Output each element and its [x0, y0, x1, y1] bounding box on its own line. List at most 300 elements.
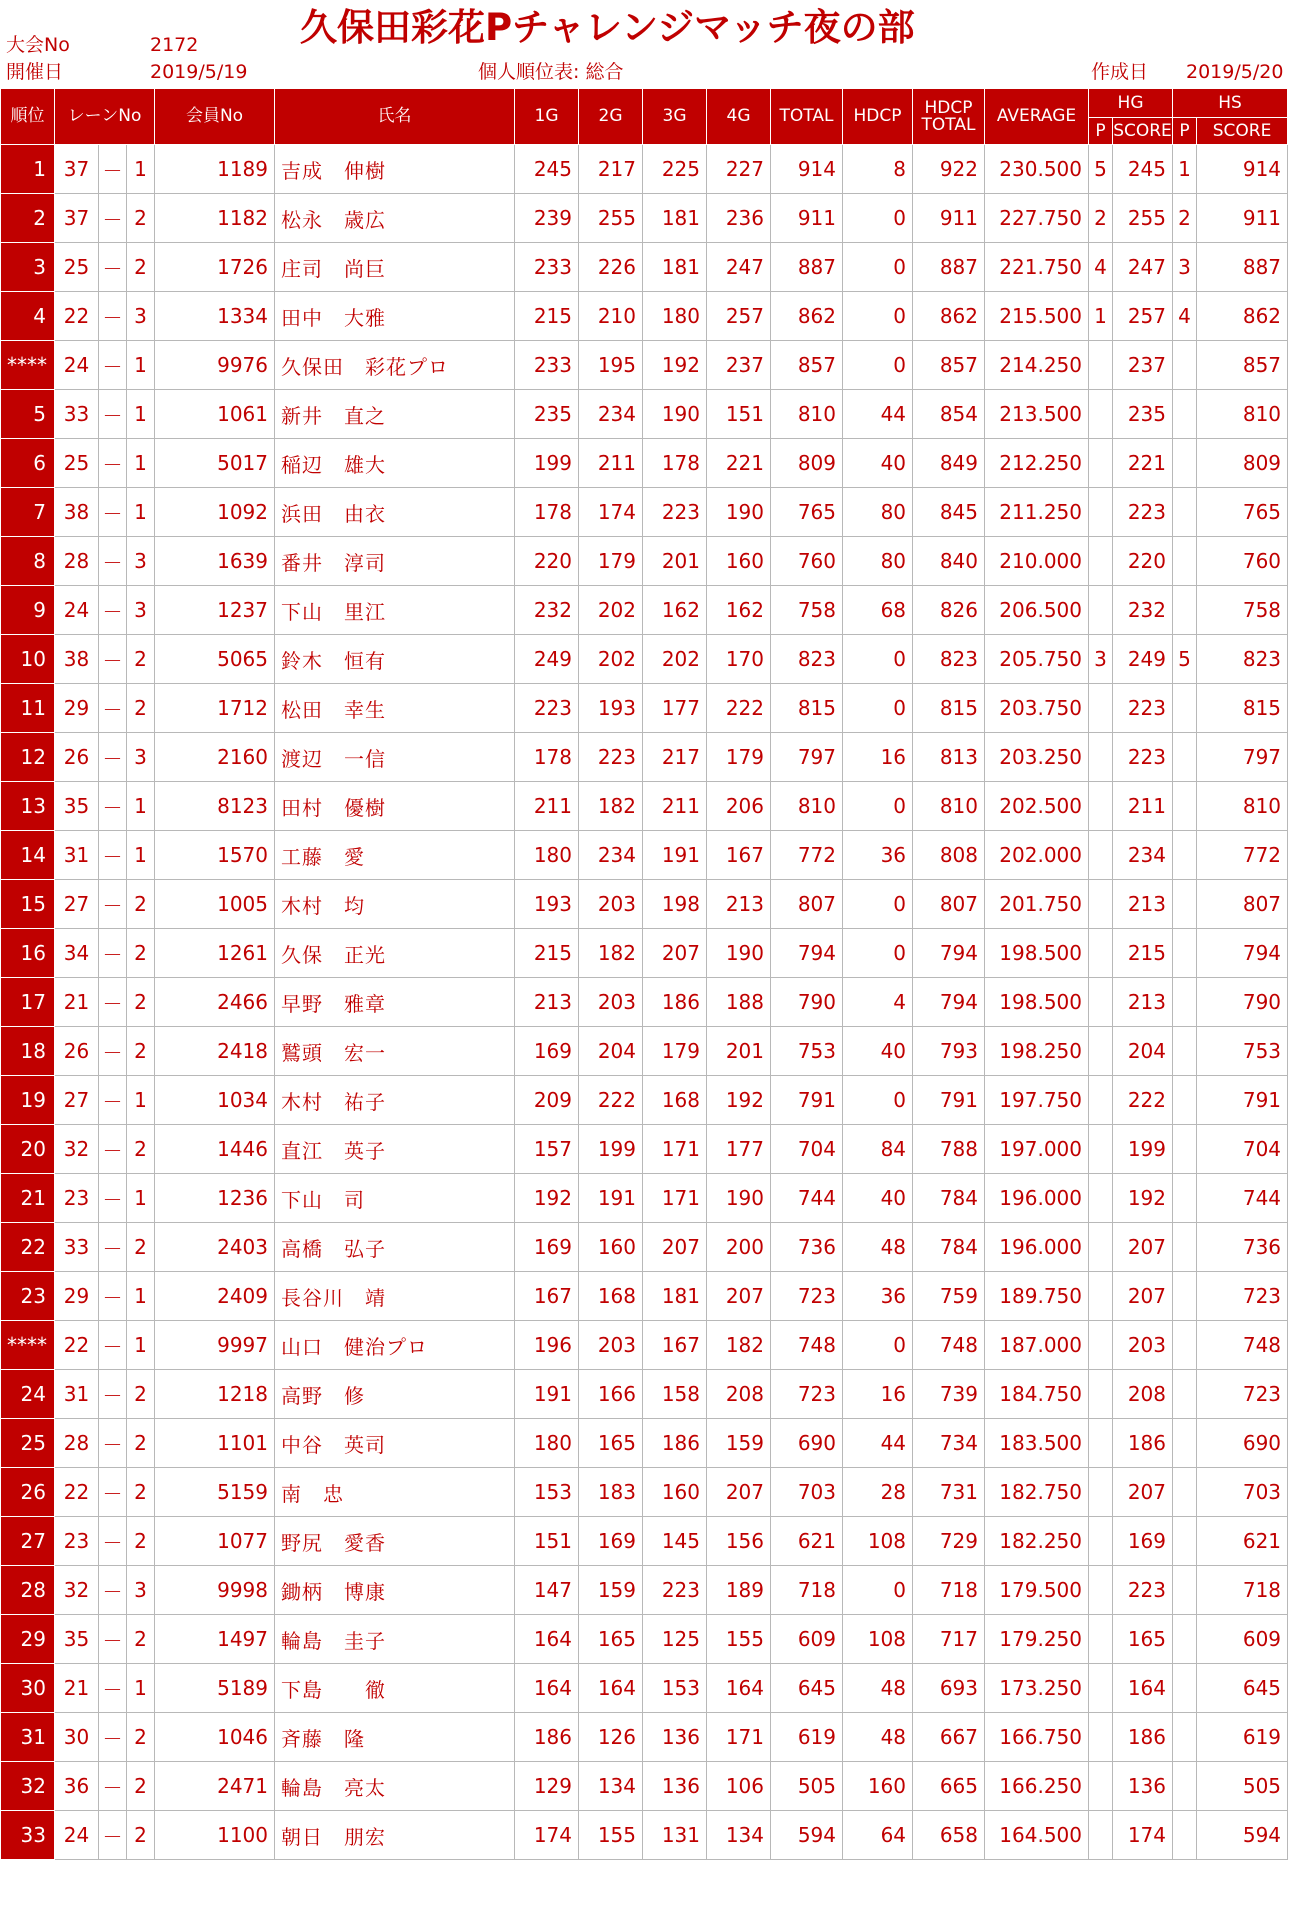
hg-score-cell: 232 [1113, 586, 1173, 635]
table-row [1, 1517, 1288, 1566]
game-4-cell: 222 [707, 684, 771, 733]
hdcp-total-cell: 813 [913, 733, 985, 782]
name-cell: 新井 直之 [275, 390, 515, 439]
total-cell: 765 [771, 488, 843, 537]
created-date-label: 作成日 [1091, 61, 1149, 83]
game-3-cell: 158 [643, 1370, 707, 1419]
lane-cell: 22 [55, 1468, 99, 1517]
game-2-cell: 126 [579, 1713, 643, 1762]
member-no-cell: 2160 [155, 733, 275, 782]
hdcp-total-cell: 665 [913, 1762, 985, 1811]
total-cell: 823 [771, 635, 843, 684]
hdcp-cell: 48 [843, 1664, 913, 1713]
hg-score-cell: 245 [1113, 145, 1173, 194]
hdcp-total-cell: 807 [913, 880, 985, 929]
lane-separator: － [99, 292, 127, 341]
total-cell: 690 [771, 1419, 843, 1468]
lane-separator: － [99, 831, 127, 880]
hg-score-cell: 207 [1113, 1468, 1173, 1517]
total-cell: 914 [771, 145, 843, 194]
lane-sub-cell: 1 [127, 1174, 155, 1223]
rank-cell: 31 [1, 1713, 55, 1762]
average-cell: 179.250 [985, 1615, 1089, 1664]
hg-place-cell: 4 [1089, 243, 1113, 292]
lane-separator: － [99, 978, 127, 1027]
hs-score-cell: 760 [1197, 537, 1288, 586]
hdcp-total-cell: 748 [913, 1321, 985, 1370]
hdcp-total-cell: 658 [913, 1811, 985, 1860]
rank-cell: 3 [1, 243, 55, 292]
lane-sub-cell: 2 [127, 978, 155, 1027]
name-cell: 下山 里江 [275, 586, 515, 635]
lane-cell: 36 [55, 1762, 99, 1811]
hdcp-total-cell: 854 [913, 390, 985, 439]
table-row [1, 1713, 1288, 1762]
lane-sub-cell: 2 [127, 929, 155, 978]
hdcp-cell: 0 [843, 684, 913, 733]
game-4-cell: 188 [707, 978, 771, 1027]
hs-place-cell [1173, 1664, 1197, 1713]
game-3-cell: 162 [643, 586, 707, 635]
lane-separator: － [99, 341, 127, 390]
hg-score-cell: 207 [1113, 1272, 1173, 1321]
total-cell: 911 [771, 194, 843, 243]
hs-score-cell: 594 [1197, 1811, 1288, 1860]
lane-sub-cell: 2 [127, 684, 155, 733]
hg-score-cell: 223 [1113, 733, 1173, 782]
total-cell: 857 [771, 341, 843, 390]
average-cell: 205.750 [985, 635, 1089, 684]
hdcp-cell: 160 [843, 1762, 913, 1811]
total-cell: 704 [771, 1125, 843, 1174]
lane-sub-cell: 2 [127, 1517, 155, 1566]
hdcp-total-cell: 845 [913, 488, 985, 537]
game-2-cell: 165 [579, 1615, 643, 1664]
hg-score-cell: 169 [1113, 1517, 1173, 1566]
total-cell: 748 [771, 1321, 843, 1370]
hdcp-cell: 80 [843, 488, 913, 537]
member-no-cell: 9997 [155, 1321, 275, 1370]
hg-score-cell: 213 [1113, 880, 1173, 929]
hs-place-cell [1173, 1027, 1197, 1076]
hs-score-cell: 723 [1197, 1370, 1288, 1419]
game-4-cell: 134 [707, 1811, 771, 1860]
hg-place-cell [1089, 1615, 1113, 1664]
hg-place-cell [1089, 684, 1113, 733]
hdcp-cell: 36 [843, 1272, 913, 1321]
member-no-cell: 1092 [155, 488, 275, 537]
lane-separator: － [99, 1762, 127, 1811]
total-cell: 753 [771, 1027, 843, 1076]
lane-cell: 34 [55, 929, 99, 978]
col-total: TOTAL [771, 89, 843, 145]
game-1-cell: 193 [515, 880, 579, 929]
hs-score-cell: 505 [1197, 1762, 1288, 1811]
lane-separator: － [99, 1272, 127, 1321]
game-3-cell: 186 [643, 978, 707, 1027]
game-4-cell: 177 [707, 1125, 771, 1174]
lane-separator: － [99, 1468, 127, 1517]
lane-separator: － [99, 635, 127, 684]
game-4-cell: 247 [707, 243, 771, 292]
lane-cell: 25 [55, 243, 99, 292]
average-cell: 196.000 [985, 1174, 1089, 1223]
member-no-cell: 1218 [155, 1370, 275, 1419]
hdcp-total-cell: 693 [913, 1664, 985, 1713]
game-4-cell: 237 [707, 341, 771, 390]
game-1-cell: 249 [515, 635, 579, 684]
lane-separator: － [99, 684, 127, 733]
game-2-cell: 182 [579, 782, 643, 831]
hg-score-cell: 199 [1113, 1125, 1173, 1174]
rank-cell: **** [1, 1321, 55, 1370]
total-cell: 723 [771, 1370, 843, 1419]
rank-cell: 28 [1, 1566, 55, 1615]
hs-score-cell: 797 [1197, 733, 1288, 782]
hdcp-total-cell: 718 [913, 1566, 985, 1615]
table-row [1, 978, 1288, 1027]
lane-sub-cell: 2 [127, 1468, 155, 1517]
lane-separator: － [99, 1811, 127, 1860]
total-cell: 772 [771, 831, 843, 880]
hs-score-cell: 911 [1197, 194, 1288, 243]
hdcp-total-cell: 922 [913, 145, 985, 194]
hs-place-cell [1173, 1321, 1197, 1370]
total-cell: 797 [771, 733, 843, 782]
col-member-no: 会員No [155, 89, 275, 145]
lane-cell: 22 [55, 1321, 99, 1370]
game-1-cell: 245 [515, 145, 579, 194]
lane-cell: 26 [55, 1027, 99, 1076]
lane-cell: 24 [55, 586, 99, 635]
game-1-cell: 174 [515, 1811, 579, 1860]
member-no-cell: 8123 [155, 782, 275, 831]
col-hg-score: SCORE [1113, 118, 1173, 145]
rank-cell: 14 [1, 831, 55, 880]
game-2-cell: 169 [579, 1517, 643, 1566]
average-cell: 197.000 [985, 1125, 1089, 1174]
game-2-cell: 193 [579, 684, 643, 733]
lane-cell: 35 [55, 782, 99, 831]
hs-score-cell: 772 [1197, 831, 1288, 880]
name-cell: 下山 司 [275, 1174, 515, 1223]
game-2-cell: 179 [579, 537, 643, 586]
game-1-cell: 147 [515, 1566, 579, 1615]
name-cell: 松田 幸生 [275, 684, 515, 733]
lane-separator: － [99, 1027, 127, 1076]
hdcp-total-cell: 849 [913, 439, 985, 488]
hs-score-cell: 609 [1197, 1615, 1288, 1664]
member-no-cell: 1077 [155, 1517, 275, 1566]
lane-sub-cell: 3 [127, 292, 155, 341]
hdcp-total-cell: 717 [913, 1615, 985, 1664]
lane-cell: 38 [55, 635, 99, 684]
lane-separator: － [99, 1517, 127, 1566]
hdcp-total-cell: 731 [913, 1468, 985, 1517]
total-cell: 862 [771, 292, 843, 341]
name-cell: 輪島 亮太 [275, 1762, 515, 1811]
lane-cell: 33 [55, 390, 99, 439]
member-no-cell: 1712 [155, 684, 275, 733]
name-cell: 渡辺 一信 [275, 733, 515, 782]
game-2-cell: 183 [579, 1468, 643, 1517]
game-1-cell: 129 [515, 1762, 579, 1811]
hs-place-cell [1173, 537, 1197, 586]
game-1-cell: 215 [515, 929, 579, 978]
hdcp-cell: 28 [843, 1468, 913, 1517]
hg-place-cell [1089, 586, 1113, 635]
hs-place-cell: 1 [1173, 145, 1197, 194]
name-cell: 田中 大雅 [275, 292, 515, 341]
hs-place-cell [1173, 1468, 1197, 1517]
game-4-cell: 167 [707, 831, 771, 880]
col-game-3: 3G [643, 89, 707, 145]
average-cell: 202.500 [985, 782, 1089, 831]
lane-sub-cell: 3 [127, 733, 155, 782]
game-3-cell: 167 [643, 1321, 707, 1370]
lane-sub-cell: 2 [127, 194, 155, 243]
game-1-cell: 233 [515, 243, 579, 292]
rank-cell: 4 [1, 292, 55, 341]
hs-place-cell [1173, 831, 1197, 880]
game-3-cell: 192 [643, 341, 707, 390]
hg-place-cell [1089, 1811, 1113, 1860]
hdcp-cell: 16 [843, 1370, 913, 1419]
average-cell: 182.750 [985, 1468, 1089, 1517]
table-row [1, 1664, 1288, 1713]
name-cell: 木村 祐子 [275, 1076, 515, 1125]
hs-score-cell: 887 [1197, 243, 1288, 292]
member-no-cell: 1046 [155, 1713, 275, 1762]
hs-place-cell [1173, 1076, 1197, 1125]
table-row [1, 880, 1288, 929]
hdcp-cell: 0 [843, 1076, 913, 1125]
hg-score-cell: 204 [1113, 1027, 1173, 1076]
member-no-cell: 2466 [155, 978, 275, 1027]
lane-sub-cell: 2 [127, 635, 155, 684]
hdcp-cell: 48 [843, 1223, 913, 1272]
hdcp-total-cell: 862 [913, 292, 985, 341]
average-cell: 164.500 [985, 1811, 1089, 1860]
lane-cell: 31 [55, 831, 99, 880]
rank-cell: 27 [1, 1517, 55, 1566]
hs-place-cell [1173, 1811, 1197, 1860]
lane-cell: 21 [55, 1664, 99, 1713]
average-cell: 166.250 [985, 1762, 1089, 1811]
hs-score-cell: 815 [1197, 684, 1288, 733]
member-no-cell: 1034 [155, 1076, 275, 1125]
game-3-cell: 168 [643, 1076, 707, 1125]
hg-place-cell [1089, 831, 1113, 880]
name-cell: 鈴木 恒有 [275, 635, 515, 684]
game-4-cell: 192 [707, 1076, 771, 1125]
total-cell: 609 [771, 1615, 843, 1664]
lane-sub-cell: 2 [127, 1027, 155, 1076]
table-row [1, 1370, 1288, 1419]
hg-score-cell: 234 [1113, 831, 1173, 880]
hdcp-total-cell: 784 [913, 1174, 985, 1223]
table-row [1, 1566, 1288, 1615]
rank-cell: 24 [1, 1370, 55, 1419]
lane-sub-cell: 1 [127, 831, 155, 880]
rank-cell: 15 [1, 880, 55, 929]
table-row [1, 488, 1288, 537]
game-1-cell: 180 [515, 831, 579, 880]
hg-score-cell: 211 [1113, 782, 1173, 831]
game-1-cell: 167 [515, 1272, 579, 1321]
hg-place-cell [1089, 1370, 1113, 1419]
lane-separator: － [99, 537, 127, 586]
report-title: 久保田彩花Pチャレンジマッチ夜の部 [300, 6, 915, 49]
hdcp-cell: 0 [843, 782, 913, 831]
member-no-cell: 5017 [155, 439, 275, 488]
hg-place-cell [1089, 1027, 1113, 1076]
lane-cell: 30 [55, 1713, 99, 1762]
table-row [1, 243, 1288, 292]
hdcp-total-cell: 826 [913, 586, 985, 635]
game-3-cell: 207 [643, 1223, 707, 1272]
lane-cell: 24 [55, 341, 99, 390]
lane-separator: － [99, 1370, 127, 1419]
name-cell: 山口 健治プロ [275, 1321, 515, 1370]
game-3-cell: 223 [643, 1566, 707, 1615]
hdcp-cell: 108 [843, 1615, 913, 1664]
game-3-cell: 125 [643, 1615, 707, 1664]
game-1-cell: 232 [515, 586, 579, 635]
hs-score-cell: 857 [1197, 341, 1288, 390]
rank-cell: 6 [1, 439, 55, 488]
game-4-cell: 213 [707, 880, 771, 929]
table-row [1, 635, 1288, 684]
hs-place-cell [1173, 390, 1197, 439]
game-3-cell: 207 [643, 929, 707, 978]
hg-place-cell [1089, 1125, 1113, 1174]
hdcp-cell: 44 [843, 390, 913, 439]
table-row [1, 1762, 1288, 1811]
average-cell: 184.750 [985, 1370, 1089, 1419]
game-1-cell: 233 [515, 341, 579, 390]
game-2-cell: 202 [579, 586, 643, 635]
game-1-cell: 223 [515, 684, 579, 733]
game-2-cell: 168 [579, 1272, 643, 1321]
lane-cell: 28 [55, 537, 99, 586]
game-4-cell: 206 [707, 782, 771, 831]
hs-score-cell: 645 [1197, 1664, 1288, 1713]
lane-cell: 23 [55, 1174, 99, 1223]
hs-place-cell [1173, 1517, 1197, 1566]
lane-cell: 37 [55, 145, 99, 194]
hdcp-total-cell: 788 [913, 1125, 985, 1174]
game-3-cell: 186 [643, 1419, 707, 1468]
hs-score-cell: 791 [1197, 1076, 1288, 1125]
total-cell: 809 [771, 439, 843, 488]
hg-place-cell [1089, 341, 1113, 390]
hs-score-cell: 862 [1197, 292, 1288, 341]
hdcp-total-cell: 784 [913, 1223, 985, 1272]
game-2-cell: 234 [579, 831, 643, 880]
lane-cell: 22 [55, 292, 99, 341]
lane-sub-cell: 3 [127, 586, 155, 635]
lane-sub-cell: 2 [127, 1419, 155, 1468]
member-no-cell: 5189 [155, 1664, 275, 1713]
lane-sub-cell: 1 [127, 341, 155, 390]
hdcp-cell: 40 [843, 1027, 913, 1076]
name-cell: 番井 淳司 [275, 537, 515, 586]
hg-score-cell: 186 [1113, 1419, 1173, 1468]
name-cell: 田村 優樹 [275, 782, 515, 831]
member-no-cell: 1446 [155, 1125, 275, 1174]
hg-score-cell: 221 [1113, 439, 1173, 488]
game-2-cell: 195 [579, 341, 643, 390]
hg-place-cell [1089, 1517, 1113, 1566]
game-3-cell: 153 [643, 1664, 707, 1713]
game-3-cell: 198 [643, 880, 707, 929]
game-1-cell: 178 [515, 488, 579, 537]
hs-score-cell: 914 [1197, 145, 1288, 194]
name-cell: 久保田 彩花プロ [275, 341, 515, 390]
col-rank: 順位 [1, 89, 55, 145]
game-4-cell: 162 [707, 586, 771, 635]
hdcp-total-cell: 734 [913, 1419, 985, 1468]
hs-score-cell: 704 [1197, 1125, 1288, 1174]
hs-score-cell: 810 [1197, 782, 1288, 831]
average-cell: 203.750 [985, 684, 1089, 733]
hs-place-cell [1173, 782, 1197, 831]
lane-sub-cell: 2 [127, 1125, 155, 1174]
game-1-cell: 169 [515, 1027, 579, 1076]
hg-place-cell [1089, 880, 1113, 929]
table-row [1, 831, 1288, 880]
hdcp-cell: 0 [843, 635, 913, 684]
hdcp-total-cell: 840 [913, 537, 985, 586]
hdcp-total-cell: 667 [913, 1713, 985, 1762]
total-cell: 736 [771, 1223, 843, 1272]
hdcp-cell: 48 [843, 1713, 913, 1762]
game-2-cell: 211 [579, 439, 643, 488]
hg-place-cell [1089, 1272, 1113, 1321]
lane-separator: － [99, 733, 127, 782]
member-no-cell: 1334 [155, 292, 275, 341]
average-cell: 166.750 [985, 1713, 1089, 1762]
name-cell: 野尻 愛香 [275, 1517, 515, 1566]
rank-cell: 13 [1, 782, 55, 831]
lane-sub-cell: 1 [127, 145, 155, 194]
hg-score-cell: 174 [1113, 1811, 1173, 1860]
hdcp-total-cell: 759 [913, 1272, 985, 1321]
col-game-2: 2G [579, 89, 643, 145]
game-3-cell: 181 [643, 1272, 707, 1321]
event-date-label: 開催日 [6, 61, 64, 83]
lane-sub-cell: 1 [127, 1272, 155, 1321]
lane-cell: 25 [55, 439, 99, 488]
game-4-cell: 151 [707, 390, 771, 439]
average-cell: 183.500 [985, 1419, 1089, 1468]
hdcp-cell: 40 [843, 439, 913, 488]
lane-sub-cell: 1 [127, 488, 155, 537]
average-cell: 201.750 [985, 880, 1089, 929]
game-1-cell: 220 [515, 537, 579, 586]
lane-cell: 29 [55, 684, 99, 733]
hg-score-cell: 164 [1113, 1664, 1173, 1713]
lane-sub-cell: 2 [127, 243, 155, 292]
name-cell: 朝日 朋宏 [275, 1811, 515, 1860]
total-cell: 744 [771, 1174, 843, 1223]
hg-score-cell: 165 [1113, 1615, 1173, 1664]
game-3-cell: 211 [643, 782, 707, 831]
total-cell: 807 [771, 880, 843, 929]
game-4-cell: 189 [707, 1566, 771, 1615]
hdcp-cell: 0 [843, 194, 913, 243]
